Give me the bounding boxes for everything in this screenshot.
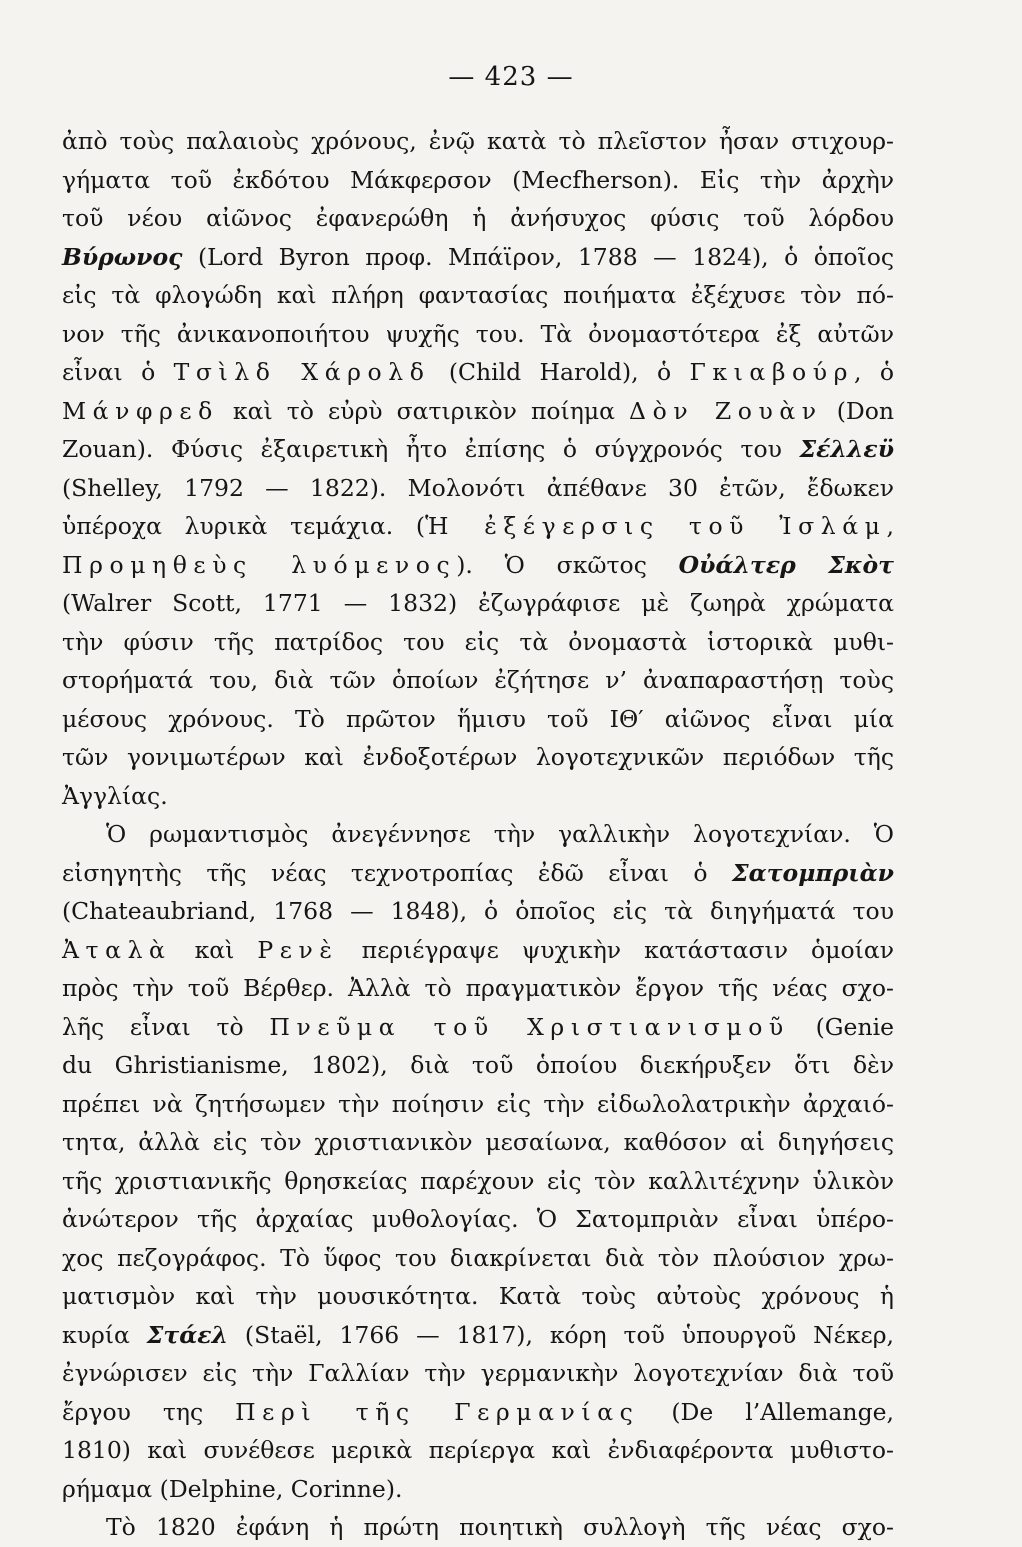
text-line [62,507,894,546]
text-run: , ὁ [854,358,894,386]
text-line [62,199,894,238]
text-line [62,353,894,392]
spaced-title: Ρενὲ [257,935,339,964]
text-line [62,1046,894,1085]
text-run: τοῦ νέου αἰῶνος ἐφανερώθη ἡ ἀνήσυχος φύσις τοῦ λόρδου [62,204,894,232]
text-line [62,892,894,931]
text-run: (Shelley, 1792 — 1822). Μολονότι ἀπέθανε 30 ἐτῶν, ἔδωκεν [62,473,894,502]
text-line [62,1239,894,1278]
text-run: καὶ τὸ εὐρὺ σατιρικὸν ποίημα [218,396,630,425]
text-line [62,161,894,200]
text-line [62,546,894,585]
text-line [62,122,894,161]
text-run: εἶναι ὁ [62,358,174,386]
text-run: (Chateaubriand, 1768 — 1848), ὁ ὁποῖος εἰς τὰ διηγήματά του [62,897,894,925]
text-run: τὴν φύσιν τῆς πατρίδος του εἰς τὰ ὀνομαστὰ ἱστορικὰ μυθι- [62,627,894,656]
text-line [62,969,894,1008]
text-run: (Walrer Scott, 1771 — 1832) ἐζωγράφισε μὲ ζωηρὰ χρώματα [62,589,894,617]
text-run: Ἀγγλίας. [62,781,168,810]
text-line [62,931,894,970]
text-line [62,1316,894,1355]
spaced-title: Πνεῦμα τοῦ Χριστιανισμοῦ [269,1012,790,1041]
text-line [62,1085,894,1124]
text-line [62,777,894,816]
text-run: ἀνώτερον τῆς ἀρχαίας μυθολογίας. Ὁ Σατομπριὰν εἶναι ὑπέρο- [62,1205,894,1233]
text-run: (Genie [789,1012,894,1041]
text-run: Ὁ ρωμαντισμὸς ἀνεγέννησε τὴν γαλλικὴν λογοτεχνίαν. Ὁ [106,820,894,848]
text-line [62,1200,894,1239]
text-run: (De l’Allemange, [639,1397,894,1426]
bold-name: Σατομπριὰν [732,858,894,887]
text-line [62,238,894,277]
text-line [62,815,894,854]
text-run: κυρία [62,1320,147,1349]
text-run: μέσους χρόνους. Τὸ πρῶτον ἥμισυ τοῦ ΙΘ′ αἰῶνος εἶναι μία [62,704,894,733]
spaced-title: Ἡ ἐξέγερσις τοῦ Ἰσλάμ [425,512,887,540]
text-run: Zouan). Φύσις ἐξαιρετικὴ ἦτο ἐπίσης ὁ σύγχρονός του [62,435,800,463]
bold-name: Οὐάλτερ Σκὸτ [678,550,894,579]
spaced-title: Τσὶλδ Χάρολδ [173,358,431,386]
text-line [62,584,894,623]
spaced-title: Προμηθεὺς λυόμενος [62,550,457,579]
text-run: τητα, ἀλλὰ εἰς τὸν χριστιανικὸν μεσαίωνα, καθόσον αἱ διηγήσεις [62,1128,894,1156]
bold-name: Στάελ [146,1320,229,1349]
spaced-title: Περὶ τῆς Γερμανίας [235,1397,640,1426]
text-line [62,1508,894,1547]
text-run: , [886,512,895,540]
text-line [62,392,894,431]
text-run: Τὸ 1820 ἐφάνη ἡ πρώτη ποιητικὴ συλλογὴ τῆς νέας σχο- [106,1513,894,1541]
text-run: ἐγνώρισεν εἰς τὴν Γαλλίαν τὴν γερμανικὴν λογοτεχνίαν διὰ τοῦ [62,1359,894,1387]
text-run: (Child Harold), ὁ [430,358,690,386]
text-run: ὑπέροχα λυρικὰ τεμάχια. ( [62,512,426,540]
text-run: ματισμὸν καὶ τὴν μουσικότητα. Κατὰ τοὺς αὐτοὺς χρόνους ἡ [62,1282,894,1310]
text-line [62,1277,894,1316]
text-line [62,661,894,700]
text-run: τῆς χριστιανικῆς θρησκείας παρέχουν εἰς τὸν καλλιτέχνην ὑλικὸν [62,1166,894,1195]
text-run: πρέπει νὰ ζητήσωμεν τὴν ποίησιν εἰς τὴν εἰδωλολατρικὴν ἀρχαιό- [62,1089,894,1118]
text-line [62,738,894,777]
text-line [62,1431,894,1470]
text-line [62,700,894,739]
text-line [62,276,894,315]
text-line [62,854,894,893]
text-line [62,1393,894,1432]
text-line [62,430,894,469]
spaced-title: Μάνφρεδ [62,396,219,425]
text-run: ἀπὸ τοὺς παλαιοὺς χρόνους, ἐνῷ κατὰ τὸ πλεῖστον ἦσαν στιχουρ- [62,127,894,155]
bold-name: Βύρωνος [62,242,183,271]
text-run: τῶν γονιμωτέρων καὶ ἐνδοξοτέρων λογοτεχνικῶν περιόδων τῆς [62,743,894,771]
text-run: περιέγραψε ψυχικὴν κατάστασιν ὁμοίαν [338,935,894,964]
text-run: ρήμαμα (Delphine, Corinne). [62,1474,403,1503]
page-number: — 423 — [448,62,574,92]
body-text [62,122,894,1547]
text-run: 1810) καὶ συνέθεσε μερικὰ περίεργα καὶ ἐνδιαφέροντα μυθιστο- [62,1436,894,1464]
text-run: καὶ [171,935,258,964]
spaced-title: Δὸν Ζουὰν [629,396,823,425]
bold-name: Σέλλεϋ [799,435,894,463]
text-run: εἰσηγητὴς τῆς νέας τεχνοτροπίας ἐδῶ εἶναι ὁ [62,858,733,887]
text-line [62,623,894,662]
text-run: στορήματά του, διὰ τῶν ὁποίων ἐζήτησε ν’ ἀναπαραστήσῃ τοὺς [62,666,894,694]
text-run: ). Ὁ σκῶτος [456,550,679,579]
text-line [62,469,894,508]
text-run: εἰς τὰ φλογώδη καὶ πλήρη φαντασίας ποιήματα ἐξέχυσε τὸν πό- [62,281,894,309]
text-run: γήματα τοῦ ἐκδότου Μάκφερσον (Mecfherson). Εἰς τὴν ἀρχὴν [62,165,894,194]
text-run: du Ghristianisme, 1802), διὰ τοῦ ὁποίου διεκήρυξεν ὅτι δὲν [62,1051,894,1079]
text-run: χος πεζογράφος. Τὸ ὕφος του διακρίνεται διὰ τὸν πλούσιον χρω- [62,1243,894,1272]
text-run: (Lord Byron προφ. Μπάϊρον, 1788 — 1824), ὁ ὁποῖος [182,242,894,271]
text-run: λῆς εἶναι τὸ [62,1012,270,1041]
text-run: νον τῆς ἀνικανοποιήτου ψυχῆς του. Τὰ ὀνομαστότερα ἐξ αὐτῶν [62,319,894,348]
text-line [62,1354,894,1393]
text-line [62,1123,894,1162]
spaced-title: Γκιαβούρ [689,358,855,386]
text-line [62,1162,894,1201]
text-run: (Staël, 1766 — 1817), κόρη τοῦ ὑπουργοῦ Νέκερ, [228,1320,894,1349]
text-run: πρὸς τὴν τοῦ Βέρθερ. Ἀλλὰ τὸ πραγματικὸν ἔργον τῆς νέας σχο- [62,974,894,1002]
spaced-title: Ἀταλὰ [62,935,172,964]
text-run: ἔργου της [62,1397,236,1426]
text-line [62,315,894,354]
text-run: (Don [822,396,895,425]
text-line [62,1008,894,1047]
text-line [62,1470,894,1509]
